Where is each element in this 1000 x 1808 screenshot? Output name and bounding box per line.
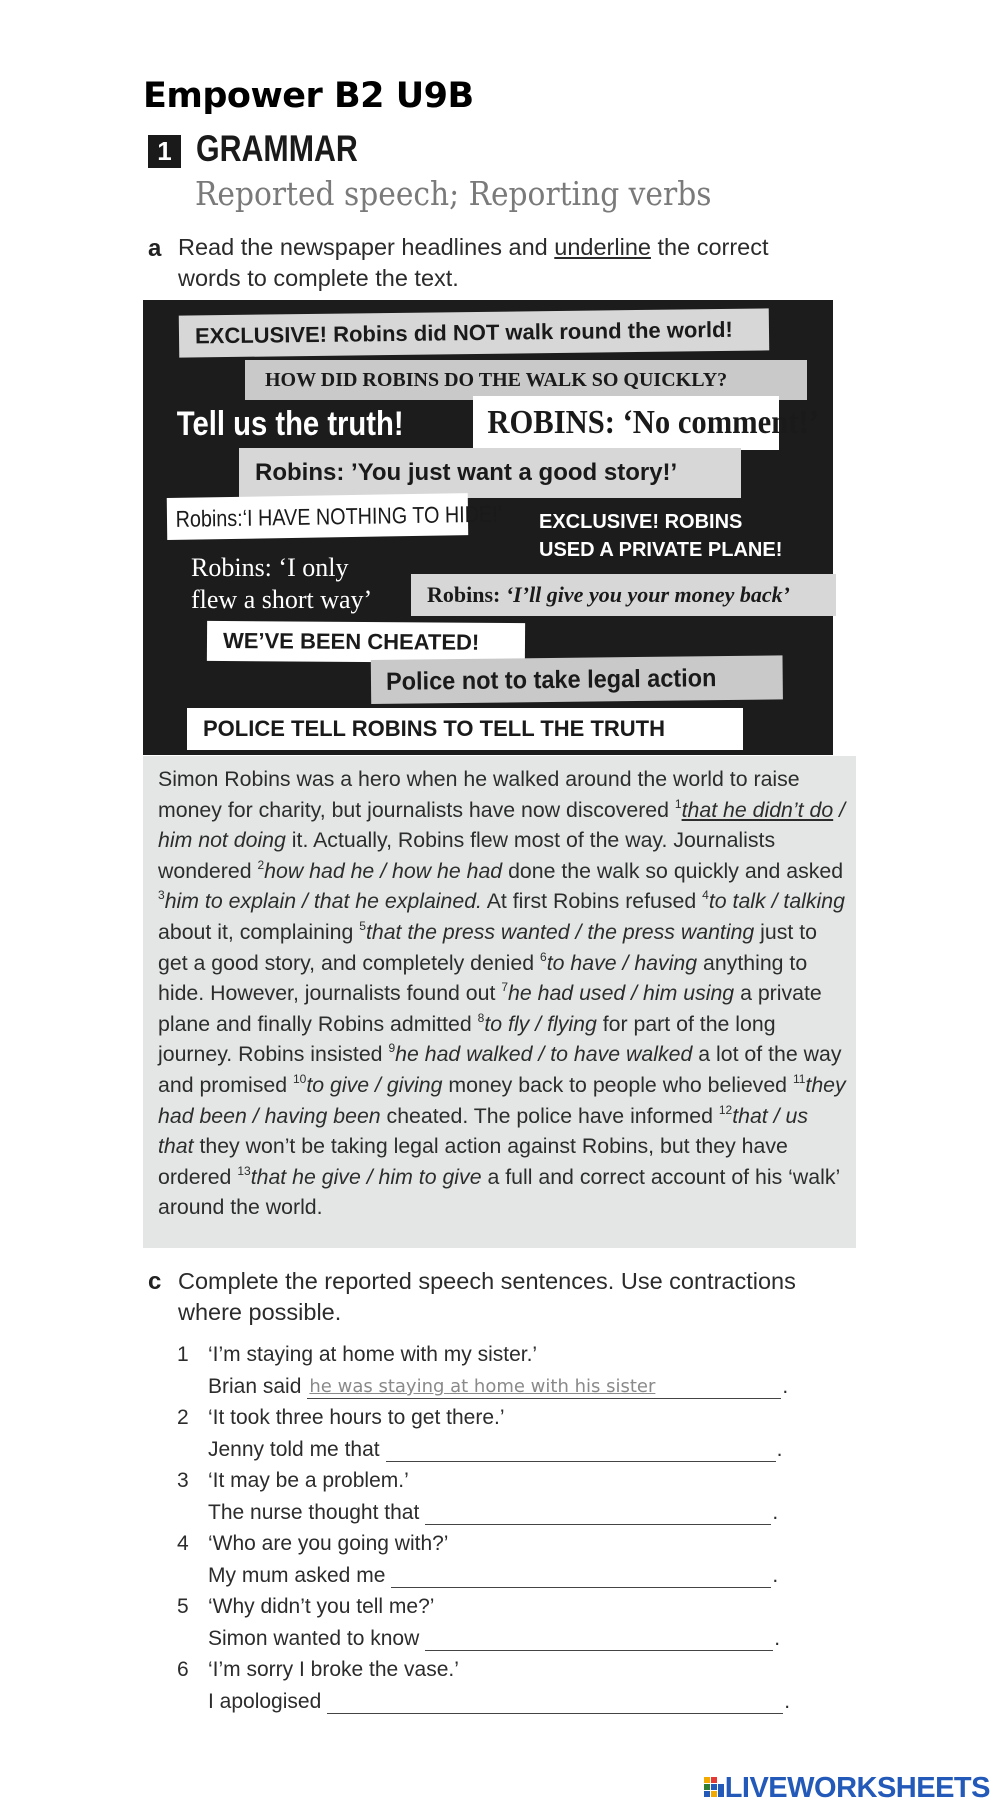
instruction-underline-word: underline	[554, 234, 651, 260]
answer-text: he was staying at home with his sister	[309, 1376, 656, 1397]
headline-strip: EXCLUSIVE! ROBINS	[539, 510, 743, 533]
story-segment: a lot of the way and promised	[158, 1042, 842, 1097]
answer-options[interactable]: to give / giving	[306, 1072, 443, 1097]
gap-number: 6	[540, 949, 547, 964]
gap-number: 11	[792, 1071, 806, 1086]
headline-strip: HOW DID ROBINS DO THE WALK SO QUICKLY?	[245, 360, 807, 400]
section-title: GRAMMAR	[196, 128, 358, 169]
answer-options[interactable]: that he give / him to give	[250, 1164, 482, 1189]
story-segment: a private plane and finally Robins admitted	[158, 981, 822, 1036]
item-lead: The nurse thought that	[208, 1501, 420, 1524]
story-segment: money back to people who believed	[442, 1072, 793, 1097]
section-subtitle: Reported speech; Reporting verbs	[195, 174, 712, 213]
exercise-a-instruction	[178, 232, 769, 294]
gap-number: 4	[702, 888, 709, 903]
answer-blank[interactable]	[307, 1376, 781, 1399]
gap-number: 7	[501, 980, 509, 995]
headline-strip: POLICE TELL ROBINS TO TELL THE TRUTH	[187, 708, 743, 750]
answer-options[interactable]: to have / having	[546, 950, 698, 975]
gap-number: 8	[477, 1010, 485, 1025]
story-segment: Simon Robins was a hero when he walked around the world to raise money for charity, but journalists have now discovered	[158, 767, 800, 822]
exercise-c-letter: c	[148, 1268, 162, 1295]
item-quote: ‘Why didn’t you tell me?’	[208, 1595, 435, 1618]
item-quote: ‘I’m sorry I broke the vase.’	[208, 1658, 459, 1681]
headline-strip: flew a short way’	[191, 585, 373, 614]
instruction-text: where possible.	[178, 1299, 342, 1325]
story-segment: At first Robins refused	[481, 889, 703, 914]
story-segment: about it, complaining	[158, 919, 360, 944]
instruction-text: words to complete the text.	[178, 265, 459, 291]
gap-number: 10	[292, 1071, 307, 1086]
answer-blank[interactable]	[425, 1502, 771, 1525]
item-lead: My mum asked me	[208, 1564, 386, 1587]
story-text	[143, 756, 856, 1248]
answer-options[interactable]: he had used / him using	[508, 981, 735, 1006]
liveworksheets-logo	[703, 1772, 990, 1805]
answer-options[interactable]: to fly / flying	[484, 1011, 597, 1036]
story-segment: they won’t be taking legal action against Robins, but they have ordered	[158, 1134, 788, 1189]
item-number: 5	[177, 1595, 189, 1618]
brand-name: LIVEWORKSHEETS	[724, 1772, 990, 1804]
answer-options[interactable]: him to explain / that he explained.	[164, 889, 482, 914]
gap-number: 5	[359, 918, 366, 933]
story-segment: a full and correct account of his ‘walk’ around the world.	[158, 1164, 840, 1220]
gap-number: 1	[674, 796, 682, 811]
item-quote: ‘Who are you going with?’	[208, 1532, 449, 1555]
instruction-text: Complete the reported speech sentences. Use contractions	[178, 1268, 796, 1294]
story-segment: cheated. The police have informed	[380, 1103, 719, 1128]
answer-options[interactable]: how had he / how he had	[264, 858, 503, 883]
document-title: Empower B2 U9B	[143, 76, 474, 116]
answer-blank[interactable]	[386, 1439, 776, 1462]
headline-strip: Robins: ’You just want a good story!’	[239, 448, 741, 498]
answer-blank[interactable]	[391, 1565, 771, 1588]
answer-options[interactable]: he had walked / to have walked	[395, 1042, 693, 1067]
answer-blank[interactable]	[425, 1628, 773, 1651]
item-quote: ‘It took three hours to get there.’	[208, 1406, 505, 1429]
answer-options[interactable]: that / us that	[158, 1103, 808, 1159]
headline-text: ‘I’ll give you your money back’	[505, 582, 790, 607]
item-number: 2	[177, 1406, 189, 1429]
answer-options[interactable]: they had been / having been	[158, 1072, 846, 1128]
instruction-text: the correct	[650, 234, 769, 260]
item-lead: I apologised	[208, 1690, 322, 1713]
story-segment: just to get a good story, and completely denied	[158, 919, 818, 975]
gap-number: 9	[388, 1041, 396, 1056]
answer-options[interactable]: to talk / talking	[708, 889, 845, 914]
gap-number: 13	[237, 1163, 251, 1178]
section-number-badge: 1	[148, 135, 181, 168]
item-lead: Simon wanted to know	[208, 1627, 420, 1650]
liveworksheets-logo-icon	[703, 1775, 725, 1803]
headline-strip: WE’VE BEEN CHEATED!	[207, 621, 525, 663]
answer-option-underlined[interactable]: that he didn’t do	[681, 797, 834, 822]
headline-strip: ROBINS: ‘No comment!’	[473, 396, 779, 450]
headline-collage	[143, 300, 833, 755]
exercise-c-instruction	[178, 1266, 796, 1328]
item-number: 1	[177, 1343, 189, 1366]
exercise-a-letter: a	[148, 235, 162, 262]
story-segment: anything to hide. However, journalists found out	[158, 950, 808, 1006]
item-quote: ‘I’m staying at home with my sister.’	[208, 1343, 538, 1366]
headline-strip: Robins: ‘I only	[191, 553, 349, 582]
answer-options[interactable]: that the press wanted / the press wanting	[365, 919, 755, 944]
story-segment: done the walk so quickly and asked	[502, 858, 844, 883]
answer-options[interactable]: / him not doing	[158, 797, 846, 853]
headline-text: Robins:	[427, 582, 501, 607]
story-segment: it. Actually, Robins flew most of the way. Journalists wondered	[158, 828, 776, 883]
gap-number: 2	[257, 857, 265, 872]
headline-strip: Tell us the truth!	[176, 404, 404, 443]
headline-strip: Police not to take legal action	[371, 655, 783, 704]
headline-strip: Robins:‘I HAVE NOTHING TO HIDE!’	[167, 493, 468, 540]
answer-blank[interactable]	[327, 1691, 783, 1714]
gap-number: 12	[718, 1102, 733, 1117]
headline-strip: EXCLUSIVE! Robins did NOT walk round the world!	[179, 308, 769, 357]
item-lead: Brian said	[208, 1375, 302, 1398]
headline-strip	[411, 574, 836, 616]
item-lead: Jenny told me that	[208, 1438, 380, 1461]
gap-number: 3	[158, 888, 165, 903]
item-number: 4	[177, 1532, 189, 1555]
story-segment: for part of the long journey. Robins insisted	[158, 1011, 776, 1067]
instruction-text: Read the newspaper headlines and	[178, 234, 555, 260]
item-number: 6	[177, 1658, 189, 1681]
headline-strip: USED A PRIVATE PLANE!	[539, 538, 783, 561]
item-number: 3	[177, 1469, 189, 1492]
item-quote: ‘It may be a problem.’	[208, 1469, 409, 1492]
